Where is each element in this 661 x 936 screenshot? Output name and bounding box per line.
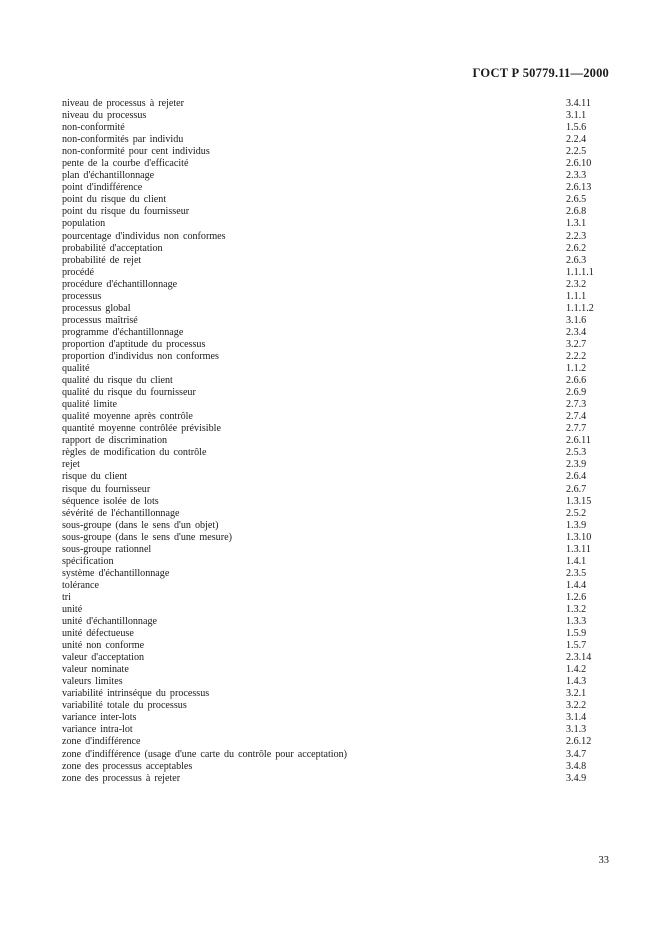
index-entry <box>62 604 612 616</box>
index-reference: 1.3.11 <box>566 543 591 555</box>
index-reference: 2.6.5 <box>566 194 587 206</box>
index-entry <box>62 206 612 218</box>
index-reference: 3.2.7 <box>566 338 587 350</box>
index-entry <box>62 712 612 724</box>
index-reference: 3.2.2 <box>566 700 587 712</box>
index-entry <box>62 291 612 303</box>
index-term: rejet <box>62 459 80 471</box>
page-number: 33 <box>598 855 609 866</box>
index-term: séquence isolée de lots <box>62 495 159 507</box>
index-term: règles de modification du contrôle <box>62 447 207 459</box>
index-term: sous-groupe rationnel <box>62 543 152 555</box>
index-reference: 2.2.2 <box>566 350 587 362</box>
index-entry <box>62 471 612 483</box>
index-entry <box>62 688 612 700</box>
index-term: zone des processus à rejeter <box>62 772 181 784</box>
index-term: tolérance <box>62 579 99 591</box>
document-header: ГОСТ Р 50779.11—2000 <box>472 66 609 80</box>
index-reference: 3.2.1 <box>566 688 587 700</box>
index-reference: 2.5.2 <box>566 507 587 519</box>
index-term: zone d'indifférence (usage d'une carte du contrôle pour acceptation) <box>62 748 348 760</box>
index-entry <box>62 110 612 122</box>
index-reference: 2.3.3 <box>566 170 587 182</box>
index-reference: 1.5.7 <box>566 640 587 652</box>
index-term: unité <box>62 603 83 615</box>
index-reference: 2.6.7 <box>566 483 587 495</box>
index-term: pente de la courbe d'efficacité <box>62 158 189 170</box>
index-reference: 1.4.3 <box>566 676 587 688</box>
index-entry <box>62 652 612 664</box>
index-reference: 1.3.10 <box>566 531 592 543</box>
index-reference: 2.6.2 <box>566 242 587 254</box>
index-term: procédure d'échantillonnage <box>62 278 178 290</box>
index-reference: 2.7.7 <box>566 423 587 435</box>
index-reference: 1.4.2 <box>566 664 587 676</box>
index-entry <box>62 700 612 712</box>
index-term: non-conformité <box>62 122 125 134</box>
index-term: qualité <box>62 363 90 375</box>
index-reference: 2.3.14 <box>566 652 592 664</box>
index-term: processus <box>62 290 102 302</box>
index-term: population <box>62 218 106 230</box>
index-reference: 2.2.4 <box>566 134 587 146</box>
index-reference: 1.3.1 <box>566 218 587 230</box>
index-entry <box>62 411 612 423</box>
index-reference: 2.3.2 <box>566 278 587 290</box>
index-term: pourcentage d'individus non conformes <box>62 230 226 242</box>
index-entry <box>62 351 612 363</box>
index-entry <box>62 363 612 375</box>
index-reference: 1.2.6 <box>566 591 587 603</box>
index-entry <box>62 98 612 110</box>
index-entry <box>62 243 612 255</box>
index-term: unité d'échantillonnage <box>62 616 157 628</box>
index-reference: 1.3.15 <box>566 495 592 507</box>
index-reference: 2.6.13 <box>566 182 592 194</box>
index-entry <box>62 640 612 652</box>
index-entry <box>62 508 612 520</box>
index-term: risque du client <box>62 471 128 483</box>
index-reference: 2.2.5 <box>566 146 587 158</box>
index-reference: 1.3.3 <box>566 616 587 628</box>
index-term: tri <box>62 591 71 603</box>
index-entry <box>62 664 612 676</box>
index-term: non-conformités par individu <box>62 134 184 146</box>
index-reference: 2.3.9 <box>566 459 587 471</box>
index-reference: 2.5.3 <box>566 447 587 459</box>
index-term: variance intra-lot <box>62 724 133 736</box>
index-term: programme d'échantillonnage <box>62 326 184 338</box>
index-term: non-conformité pour cent individus <box>62 146 210 158</box>
index-term: unité défectueuse <box>62 628 134 640</box>
index-entry <box>62 279 612 291</box>
index-reference: 2.7.4 <box>566 411 587 423</box>
index-reference: 1.4.1 <box>566 555 587 567</box>
index-entry <box>62 532 612 544</box>
index-entry <box>62 724 612 736</box>
index-entry <box>62 158 612 170</box>
index-term: procédé <box>62 266 94 278</box>
index-reference: 2.7.3 <box>566 399 587 411</box>
index-reference: 2.3.5 <box>566 567 587 579</box>
index-entry <box>62 484 612 496</box>
index-entry <box>62 231 612 243</box>
index-reference: 3.1.4 <box>566 712 587 724</box>
index-term: système d'échantillonnage <box>62 567 170 579</box>
index-term: point d'indifférence <box>62 182 143 194</box>
index-term: zone d'indifférence <box>62 736 141 748</box>
index-reference: 1.5.9 <box>566 628 587 640</box>
index-reference: 1.1.1.2 <box>566 302 594 314</box>
index-reference: 3.4.8 <box>566 760 587 772</box>
index-term: qualité du risque du client <box>62 375 173 387</box>
index-term: sous-groupe (dans le sens d'une mesure) <box>62 531 232 543</box>
index-reference: 2.2.3 <box>566 230 587 242</box>
index-entry <box>62 303 612 315</box>
index-reference: 2.3.4 <box>566 326 587 338</box>
index-reference: 1.4.4 <box>566 579 587 591</box>
index-term: valeur d'acceptation <box>62 652 145 664</box>
index-entry <box>62 676 612 688</box>
index-term: quantité moyenne contrôlée prévisible <box>62 423 221 435</box>
index-term: point du risque du fournisseur <box>62 206 190 218</box>
index-reference: 2.6.4 <box>566 471 587 483</box>
index-term: point du risque du client <box>62 194 167 206</box>
index-reference: 1.3.9 <box>566 519 587 531</box>
index-reference: 3.4.7 <box>566 748 587 760</box>
index-reference: 1.1.2 <box>566 363 587 375</box>
index-reference: 3.4.9 <box>566 772 587 784</box>
index-entry <box>62 736 612 748</box>
index-reference: 3.4.11 <box>566 98 591 109</box>
index-entry <box>62 267 612 279</box>
index-entry <box>62 399 612 411</box>
index-term: probabilité d'acceptation <box>62 242 163 254</box>
index-entry <box>62 375 612 387</box>
index-entry <box>62 749 612 761</box>
index-entry <box>62 520 612 532</box>
index-reference: 1.5.6 <box>566 122 587 134</box>
index-entry <box>62 339 612 351</box>
index-entry <box>62 580 612 592</box>
index-reference: 1.1.1 <box>566 290 587 302</box>
index-term: qualité moyenne après contrôle <box>62 411 193 423</box>
index-entry <box>62 146 612 158</box>
index-entry <box>62 194 612 206</box>
index-term: valeur nominate <box>62 664 129 676</box>
index-entry <box>62 182 612 194</box>
index-term: qualité du risque du fournisseur <box>62 387 196 399</box>
index-entry <box>62 255 612 267</box>
index-reference: 2.6.10 <box>566 158 592 170</box>
index-term: proportion d'aptitude du processus <box>62 338 206 350</box>
index-term: proportion d'individus non conformes <box>62 350 219 362</box>
index-term: niveau de processus à rejeter <box>62 98 185 109</box>
index-entry <box>62 134 612 146</box>
index-term: niveau du processus <box>62 110 147 122</box>
index-term: spécification <box>62 555 114 567</box>
index-entry <box>62 315 612 327</box>
index-term: variabilité totale du processus <box>62 700 187 712</box>
index-reference: 2.6.12 <box>566 736 592 748</box>
index-reference: 2.6.3 <box>566 254 587 266</box>
index-term: plan d'échantillonnage <box>62 170 155 182</box>
index-term: processus global <box>62 302 131 314</box>
index-entry <box>62 544 612 556</box>
index-entry <box>62 435 612 447</box>
index-reference: 1.1.1.1 <box>566 266 594 278</box>
index-reference: 2.6.8 <box>566 206 587 218</box>
index-term: variance inter-lots <box>62 712 137 724</box>
index-reference: 2.6.6 <box>566 375 587 387</box>
index-entry <box>62 616 612 628</box>
index-entry <box>62 568 612 580</box>
index-reference: 3.1.3 <box>566 724 587 736</box>
index-term: risque du fournisseur <box>62 483 151 495</box>
index-term: rapport de discrimination <box>62 435 168 447</box>
index-term: valeurs limites <box>62 676 123 688</box>
index-term: qualité limite <box>62 399 118 411</box>
index-reference: 1.3.2 <box>566 603 587 615</box>
index-entry <box>62 628 612 640</box>
index-entry <box>62 496 612 508</box>
term-index <box>62 98 612 785</box>
index-entry <box>62 592 612 604</box>
index-reference: 2.6.9 <box>566 387 587 399</box>
index-entry <box>62 447 612 459</box>
index-entry <box>62 327 612 339</box>
index-entry <box>62 122 612 134</box>
index-entry <box>62 218 612 230</box>
index-entry <box>62 423 612 435</box>
index-reference: 3.1.1 <box>566 110 587 122</box>
index-reference: 3.1.6 <box>566 314 587 326</box>
index-reference: 2.6.11 <box>566 435 591 447</box>
index-term: sévérité de l'échantillonnage <box>62 507 180 519</box>
index-entry <box>62 387 612 399</box>
index-entry <box>62 773 612 785</box>
index-entry <box>62 170 612 182</box>
index-term: variabilité intrinséque du processus <box>62 688 210 700</box>
index-term: probabilité de rejet <box>62 254 142 266</box>
index-term: unité non conforme <box>62 640 145 652</box>
index-term: sous-groupe (dans le sens d'un objet) <box>62 519 219 531</box>
index-term: processus maîtrisé <box>62 314 138 326</box>
index-entry <box>62 556 612 568</box>
index-entry <box>62 761 612 773</box>
index-entry <box>62 459 612 471</box>
index-term: zone des processus acceptables <box>62 760 193 772</box>
